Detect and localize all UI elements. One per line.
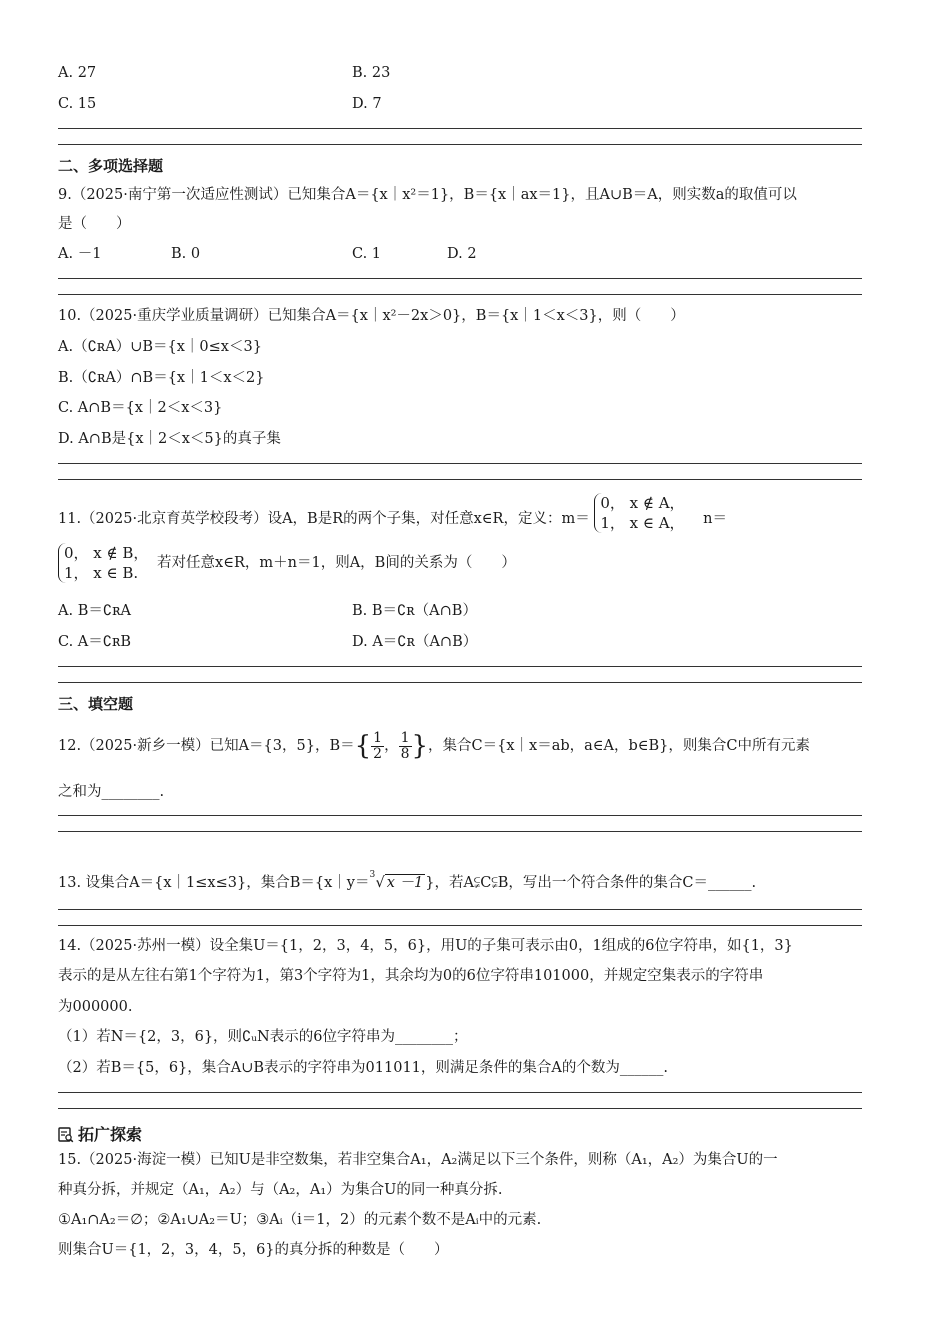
q9-option-a: A. －1 [58,246,102,262]
answer-line [58,479,862,480]
q13-stem [58,870,757,893]
answer-line [58,128,862,129]
q11-stem-cont [58,543,516,583]
q12-prefix: 12.（2025·新乡一模）已知A＝{3，5}，B＝ [58,738,355,754]
q9-option-d: D. 2 [447,246,477,262]
q15-conditions: ①A₁∩A₂＝∅；②A₁∪A₂＝U；③Aᵢ（i＝1，2）的元素个数不是Aᵢ中的元素. [58,1212,542,1228]
right-brace-icon: } [411,731,429,761]
q9-stem-cont: 是（ ） [58,216,131,232]
section-title-fill-blank: 三、填空题 [58,695,134,713]
q11-n-case2: 1， x ∈ B. [64,564,139,582]
q12-fraction-2 [399,731,412,762]
q10-option-b: B.（∁ʀA）∩B＝{x｜1＜x＜2} [58,370,265,386]
q14-stem-line2: 表示的是从左往右第1个字符为1，第3个字符为1，其余均为0的6位字符串101000，并规定空集表示的字符串 [58,968,764,984]
q11-option-d: D. A＝∁ʀ（A∩B） [352,634,478,650]
q10-stem: 10.（2025·重庆学业质量调研）已知集合A＝{x｜x²－2x＞0}，B＝{x｜1＜x＜3}，则（ ） [58,308,685,324]
q11-n-cases [58,543,148,583]
q13-suffix: }，若A⫋C⫋B，写出一个符合条件的集合C＝______. [425,875,757,891]
answer-line [58,815,862,816]
q10-option-c: C. A∩B＝{x｜2＜x＜3} [58,400,223,416]
q11-option-b: B. B＝∁ʀ（A∩B） [352,603,477,619]
q11-m-case2: 1， x ∈ A， [600,514,685,532]
answer-line [58,1092,862,1093]
q14-part1: （1）若N＝{2，3，6}，则∁ᵤN表示的6位字符串为________； [58,1029,468,1045]
explore-heading [58,1125,142,1148]
search-document-icon [58,1127,74,1148]
q15-stem-line2: 种真分拆，并规定（A₁，A₂）与（A₂，A₁）为集合U的同一种真分拆. [58,1182,503,1198]
q15-stem-line1: 15.（2025·海淀一模）已知U是非空数集，若非空集合A₁，A₂满足以下三个条件，则称（A₁，A₂）为集合U的一 [58,1152,778,1168]
q13-prefix: 13. 设集合A＝{x｜1≤x≤3}，集合B＝{x｜y＝ [58,875,370,891]
answer-line [58,294,862,295]
answer-line [58,463,862,464]
q12-suffix: ，集合C＝{x｜x＝ab，a∈A，b∈B}，则集合C中所有元素 [428,738,810,754]
q12-frac2-den: 8 [400,745,410,762]
q8-option-d: D. 7 [352,96,382,112]
q12-frac1-num: 1 [373,729,383,746]
answer-line [58,278,862,279]
radical-icon: √ [375,875,385,891]
q12-stem-cont: 之和为________. [58,784,165,800]
q10-option-d: D. A∩B是{x｜2＜x＜5}的真子集 [58,431,281,447]
q11-option-a: A. B＝∁ʀA [58,603,131,619]
q9-option-b: B. 0 [171,246,201,262]
section-title-multiple-choice: 二、多项选择题 [58,157,164,175]
q11-m-case1: 0， x ∉ A， [600,494,685,512]
answer-line [58,666,862,667]
q13-root-index: 3 [369,870,376,880]
q10-option-a: A.（∁ʀA）∪B＝{x｜0≤x＜3} [58,339,262,355]
q12-stem: 12.（2025·新乡一模）已知A＝{3，5}，B＝{ $\frac{1}{2}$ ， $\frac{1}{8}$ }，集合C＝{x｜x＝ab，a∈A，b∈B}，则集合C中所有元素 [58,729,810,762]
q8-option-a: A. 27 [58,65,97,81]
answer-line [58,925,862,926]
left-brace-icon: { [354,731,372,761]
q13-cube-root [369,870,425,893]
q11-stem [58,494,728,533]
q13-radicand: x －1 [386,875,424,891]
q9-stem: 9.（2025·南宁第一次适应性测试）已知集合A＝{x｜x²＝1}，B＝{x｜ax＝1}，且A∪B＝A，则实数a的取值可以 [58,187,797,203]
q9-option-c: C. 1 [352,246,382,262]
q11-stem-text: 11.（2025·北京育英学校段考）设A，B是R的两个子集，对任意x∈R，定义：m＝ [58,511,590,527]
answer-line [58,144,862,145]
q12-frac1-den: 2 [373,745,383,762]
explore-title: 拓广探索 [78,1125,143,1144]
q11-option-c: C. A＝∁ʀB [58,634,132,650]
q11-n-case1: 0， x ∉ B， [64,544,149,562]
q12-fraction-1 [371,731,384,762]
answer-line [58,682,862,683]
q11-condition: 若对任意x∈R，m＋n＝1，则A，B间的关系为（ ） [157,555,516,571]
q8-option-c: C. 15 [58,96,97,112]
q15-question: 则集合U＝{1，2，3，4，5，6}的真分拆的种数是（ ） [58,1242,449,1258]
answer-line [58,831,862,832]
q11-m-cases [594,493,684,533]
q14-stem-line1: 14.（2025·苏州一模）设全集U＝{1，2，3，4，5，6}，用U的子集可表示由0，1组成的6位字符串，如{1，3} [58,938,793,954]
answer-line [58,909,862,910]
q8-option-b: B. 23 [352,65,391,81]
answer-line [58,1108,862,1109]
q11-n-label: n＝ [703,511,728,527]
q14-part2: （2）若B＝{5，6}，集合A∪B表示的字符串为011011，则满足条件的集合A的个数为______. [58,1060,668,1076]
q12-frac2-num: 1 [400,729,410,746]
q14-stem-line3: 为000000. [58,999,133,1015]
